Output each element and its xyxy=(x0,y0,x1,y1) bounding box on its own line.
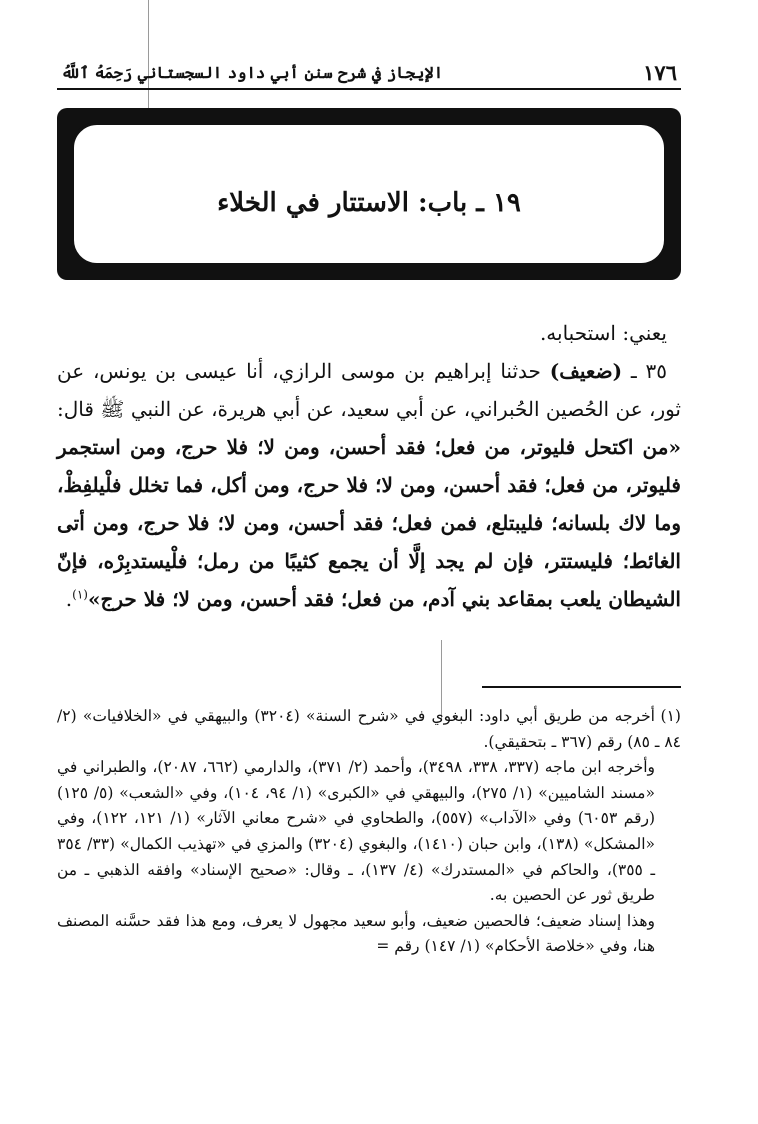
hadith-matn: «من اكتحل فليوتر، من فعل؛ فقد أحسن، ومن لا؛ فلا حرج، ومن استجمر فليوتر، من فعل؛ فقد أحسن، ومن لا؛ فلا حرج، ومن أكل، فما تخلل فلْيلفِظْ، وما لاك بلسانه؛ فليبتلع، فمن فعل؛ فقد أحسن، ومن لا؛ فلا حرج، ومن أتى الغائط؛ فليستتر، فإن لم يجد إلَّا أن يجمع كثيبًا من رمل؛ فلْيستدبِرْه، فإنّ الشيطان يلعب بمقاعد بني آدم، من فعل؛ فقد أحسن، ومن لا؛ فلا حرج» xyxy=(57,435,681,611)
footnote-line: أخرجه من طريق أبي داود: البغوي في «شرح السنة» (٣٢٠٤) والبيهقي في «الخلافيات» (٢/ ٨٤ ـ ٨٥) رقم (٣٦٧ ـ بتحقيقي). xyxy=(57,707,681,751)
footnote-line: وأخرجه ابن ماجه (٣٣٧، ٣٣٨، ٣٤٩٨)، وأحمد (٢/ ٣٧١)، والدارمي (٦٦٢، ٢٠٨٧)، والطبراني في «مسند الشاميين» (١/ ٢٧٥)، والبيهقي في «الكبرى» (١/ ٩٤، ١٠٤)، وفي «الشعب» (٥/ ١٢٥) (رقم ٦٠٥٣) وفي «الآداب» (٥٥٧)، والطحاوي في «شرح معاني الآثار» (١/ ١٢١، ١٢٢)، وفي «المشكل» (١٣٨)، وابن حبان (١٤١٠)، والبغوي (٣٢٠٤) والمزي في «تهذيب الكمال» (٣٣/ ٣٥٤ ـ ٣٥٥)، والحاكم في «المستدرك» (٤/ ١٣٧)، ـ وقال: «صحيح الإسناد» وافقه الذهبي ـ من طريق ثور عن الحصين به. xyxy=(57,758,656,905)
chapter-title: ١٩ ـ باب: الاستتار في الخلاء xyxy=(217,188,521,218)
footnote-separator xyxy=(482,686,681,688)
hadith-grade: (ضعيف) xyxy=(549,359,623,383)
footnote-item xyxy=(57,704,681,755)
hadith-number: ٣٥ ـ xyxy=(630,359,668,383)
main-text xyxy=(57,314,681,618)
footnote-line: وهذا إسناد ضعيف؛ فالحصين ضعيف، وأبو سعيد مجهول لا يعرف، ومع هذا فقد حسَّنه المصنف هنا، وفي «خلاصة الأحكام» (١/ ١٤٧) رقم = xyxy=(57,911,655,956)
running-header xyxy=(57,58,681,90)
footnote-reference: (١) xyxy=(72,587,88,602)
hadith-isnad: حدثنا إبراهيم بن موسى الرازي، أنا عيسى بن يونس، عن ثور، عن الحُصين الحُبراني، عن أبي سعيد، عن أبي هريرة، عن النبي ﷺ قال: xyxy=(57,359,681,421)
page-number: ١٧٦ xyxy=(643,60,677,85)
footnote-number: (١) xyxy=(660,707,681,725)
hadith-paragraph: ٣٥ ـ (ضعيف) حدثنا إبراهيم بن موسى الرازي، أنا عيسى بن يونس، عن ثور، عن الحُصين الحُبراني، عن أبي سعيد، عن أبي هريرة، عن النبي ﷺ قال: «من اكتحل فليوتر، من فعل؛ فقد أحسن، ومن لا؛ فلا حرج، ومن استجمر فليوتر، من فعل؛ فقد أحسن، ومن لا؛ فلا حرج، ومن أكل، فما تخلل فلْيلفِظْ، وما لاك بلسانه؛ فليبتلع، فمن فعل؛ فقد أحسن، ومن لا؛ فلا حرج، ومن أتى الغائط؛ فليستتر، فإن لم يجد إلَّا أن يجمع كثيبًا من رمل؛ فلْيستدبِرْه، فإنّ الشيطان يلعب بمقاعد بني آدم، من فعل؛ فقد أحسن، ومن لا؛ فلا حرج»$^{(١)}$. xyxy=(57,359,681,611)
scan-crease-line xyxy=(148,0,149,108)
intro-line: يعني: استحبابه. xyxy=(539,321,667,345)
footnotes xyxy=(57,704,681,960)
running-title: الإيجاز في شرح سنن أبي داود السجستاني رَحِمَهُ ٱللَّهُ xyxy=(61,63,444,82)
